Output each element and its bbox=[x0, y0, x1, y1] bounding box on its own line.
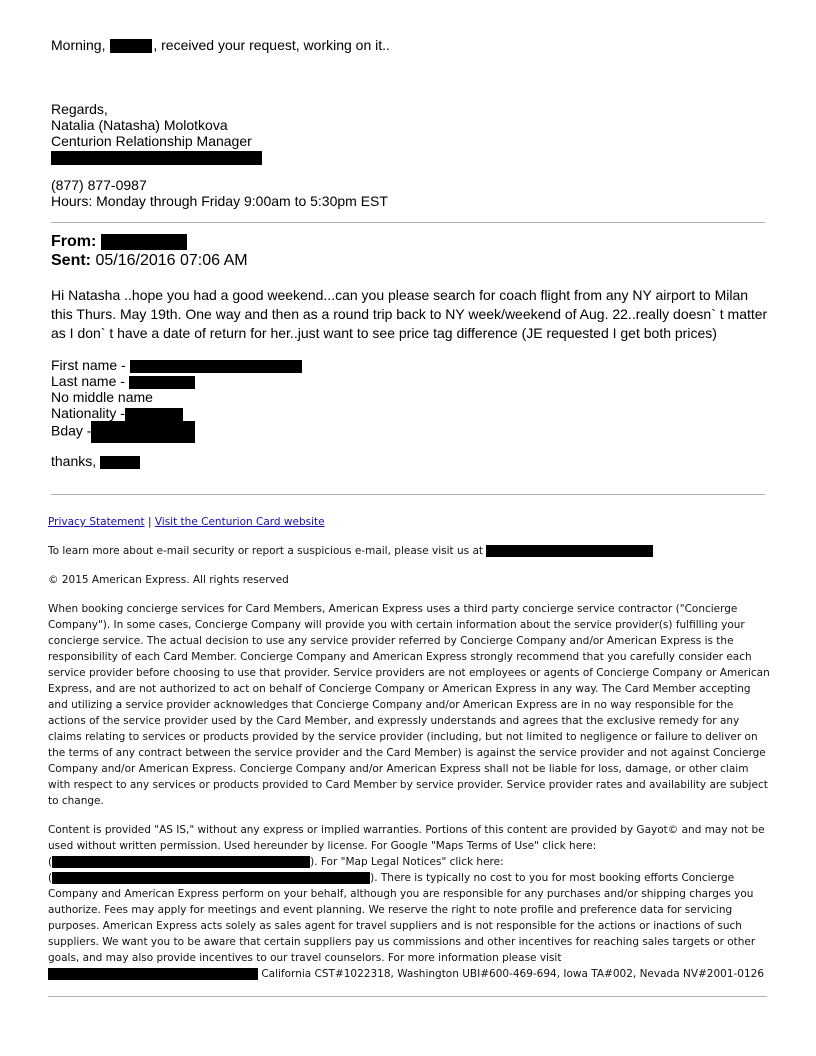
redacted-signoff bbox=[100, 456, 140, 469]
link-separator: | bbox=[147, 516, 152, 528]
from-line bbox=[51, 232, 771, 251]
privacy-statement-link[interactable]: Privacy Statement bbox=[48, 516, 145, 528]
content-line-1: Content is provided "AS IS," without any express or implied warranties. Portions of this content are provided by Gayot© and may not be bbox=[48, 824, 765, 836]
security-line: To learn more about e-mail security or report a suspicious e-mail, please visit us at bbox=[48, 543, 773, 559]
content-line-2: used without written permission. Used hereunder by license. For Google "Maps Terms of Use" click here: bbox=[48, 840, 597, 852]
signature-name: Natalia (Natasha) Molotkova bbox=[51, 117, 228, 133]
divider-bottom bbox=[51, 494, 765, 495]
greeting-prefix: Morning, bbox=[51, 37, 106, 53]
legal-notices-line: ( ). There is typically no cost to you for most booking efforts Concierge bbox=[48, 872, 735, 884]
reply-section bbox=[51, 37, 771, 53]
redacted-name bbox=[110, 39, 152, 53]
body-line: Hi Natasha ..hope you had a good weekend...can you please search for coach flight from any NY airport to Milan bbox=[51, 287, 749, 303]
traveler-fields bbox=[51, 357, 771, 469]
redacted-info-url bbox=[48, 968, 258, 980]
sent-value: 05/16/2016 07:06 AM bbox=[95, 252, 248, 269]
redacted-nationality bbox=[125, 408, 183, 421]
redacted-security-url bbox=[486, 545, 653, 557]
copyright: © 2015 American Express. All rights reserved bbox=[48, 574, 289, 586]
from-label: From: bbox=[51, 233, 97, 250]
original-message-header bbox=[51, 232, 771, 270]
fees-paragraph: Company and American Express perform on your behalf, although you are responsible for any purchases and/or shipping charges you authorize. Fees may apply for meetings and event planning. We reserve the right to note profile and preference data for servicing purposes. American Express acts solely as sales agent for travel suppliers and is not responsible for the actions or inactions of such suppliers. We want you to be aware that certain suppliers pay us commissions and other incentives for reaching sales targets or other goals, and may also provide incentives to our travel counselors. For more information please visit bbox=[48, 888, 756, 964]
original-body bbox=[51, 286, 771, 343]
maps-terms-line: ( ). For "Map Legal Notices" click here: bbox=[48, 856, 504, 868]
redacted-email bbox=[51, 149, 771, 165]
redacted-first-name bbox=[130, 360, 302, 373]
sent-label: Sent: bbox=[51, 252, 91, 269]
disclaimer: When booking concierge services for Card Members, American Express uses a third party concierge service contractor ("Concierge Company"). In some cases, Concierge Company will provide you with certain information about the service provider(s) fulfilling your concierge service. The actual decision to use any service provider referred by Concierge Company and/or American Express is the responsibility of each Card Member. Concierge Company and American Express strongly recommend that you carefully consider each service provider before choosing to use that provider. Service providers are not employees or agents of Concierge Company or American Express, and are not authorized to act on behalf of Concierge Company or American Express in any way. The Card Member accepting and utilizing a service provider acknowledges that Concierge Company and/or American Express are in no way responsible for the actions of the service provider used by the Card Member, and expressly understands and agrees that the exclusive remedy for any claims relating to services or products provided by the service provider (including, but not limited to negligence or failure to deliver on the terms of any contract between the service provider and the Card Member) is against the service provider and not against Concierge Company and/or American Express. Concierge Company and/or American Express shall not be liable for loss, damage, or other claim with respect to any services or products provided to Card Member by service provider. Service provider rates and availability are subject to change. bbox=[48, 603, 770, 807]
redacted-legal-notices-url bbox=[52, 872, 370, 884]
middle-name-field: No middle name bbox=[51, 389, 153, 405]
thanks-line: thanks, bbox=[51, 453, 771, 469]
regards: Regards, bbox=[51, 101, 108, 117]
divider-top bbox=[51, 222, 765, 223]
sent-line bbox=[51, 251, 771, 270]
body-line: this Thurs. May 19th. One way and then as a round trip back to NY week/weekend of Aug. 22..really doesn` t matter bbox=[51, 306, 768, 322]
body-line: as I don` t have a date of return for her..just want to see price tag difference (JE requested I get both prices) bbox=[51, 325, 717, 341]
signature-phone: (877) 877-0987 bbox=[51, 177, 147, 193]
signature-title: Centurion Relationship Manager bbox=[51, 133, 252, 149]
redacted-sender bbox=[101, 234, 187, 250]
registrations-line: California CST#1022318, Washington UBI#600-469-694, Iowa TA#002, Nevada NV#2001-0126 bbox=[48, 966, 773, 982]
redacted-bday bbox=[91, 421, 195, 443]
footer-links bbox=[48, 514, 773, 530]
bday-field: Bday - bbox=[51, 421, 771, 437]
first-name-field: First name - bbox=[51, 357, 771, 373]
redacted-last-name bbox=[129, 376, 195, 389]
redacted-maps-terms-url bbox=[52, 856, 310, 868]
nationality-field: Nationality - bbox=[51, 405, 771, 421]
signature bbox=[51, 101, 771, 209]
greeting-suffix: , received your request, working on it.. bbox=[153, 37, 390, 53]
signature-hours: Hours: Monday through Friday 9:00am to 5:30pm EST bbox=[51, 193, 388, 209]
divider-footer bbox=[48, 996, 767, 997]
centurion-website-link[interactable]: Visit the Centurion Card website bbox=[154, 516, 325, 528]
greeting-line bbox=[51, 37, 771, 53]
last-name-field: Last name - bbox=[51, 373, 771, 389]
legal-footer bbox=[48, 514, 773, 982]
